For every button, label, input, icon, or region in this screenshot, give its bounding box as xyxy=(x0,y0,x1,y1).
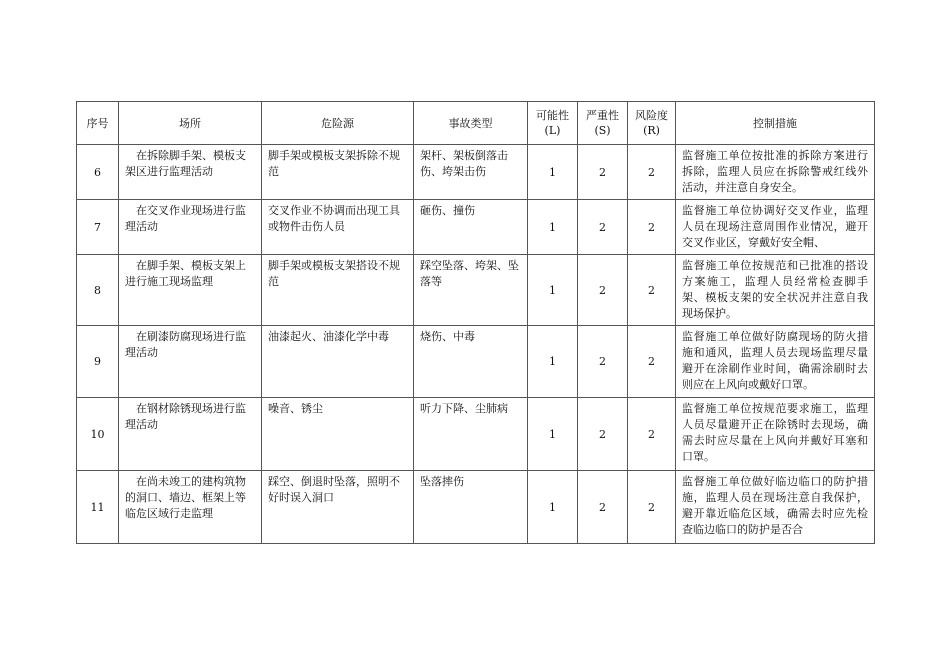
row-severity: 2 xyxy=(578,471,628,544)
row-risk: 2 xyxy=(628,398,676,471)
header-possibility xyxy=(528,102,578,145)
row-seq: 9 xyxy=(77,326,119,398)
row-hazard: 踩空、倒退时坠落，照明不好时误入洞口 xyxy=(262,471,414,544)
row-seq: 10 xyxy=(77,398,119,471)
row-severity: 2 xyxy=(578,200,628,255)
row-control xyxy=(676,255,875,326)
header-risk-label: 风险度 xyxy=(635,109,668,122)
table-row xyxy=(77,200,875,255)
row-control-text: 监督施工单位做好防腐现场的防火措施和通风，监理人员去现场监理尽量避开在涂刷作业时间，确需涂刷时去则应在上风向或戴好口罩。 xyxy=(682,330,868,391)
row-risk: 2 xyxy=(628,145,676,200)
row-possibility: 1 xyxy=(528,326,578,398)
row-control-text: 监督施工单位按规范和已批准的搭设方案施工，监理人员经常检查脚手架、模板支架的安全状况并注意自我现场保护。 xyxy=(682,259,868,320)
row-severity: 2 xyxy=(578,398,628,471)
row-control-text: 监督施工单位按批准的拆除方案进行拆除，监理人员应在拆除警戒红线外活动，并注意自身安全。 xyxy=(682,149,868,194)
header-severity xyxy=(578,102,628,145)
row-seq: 7 xyxy=(77,200,119,255)
row-control-text: 监督施工单位按规范要求施工，监理人员尽量避开正在除锈时去现场，确需去时应尽量在上风向并戴好耳塞和口罩。 xyxy=(682,402,868,463)
table-row xyxy=(77,145,875,200)
header-place: 场所 xyxy=(119,102,262,145)
row-control xyxy=(676,200,875,255)
row-accident: 踩空坠落、垮架、坠落等 xyxy=(414,255,528,326)
row-control xyxy=(676,398,875,471)
row-possibility: 1 xyxy=(528,200,578,255)
header-control: 控制措施 xyxy=(676,102,875,145)
row-place: 在拆除脚手架、模板支架区进行监理活动 xyxy=(119,145,262,200)
row-risk: 2 xyxy=(628,326,676,398)
header-risk xyxy=(628,102,676,145)
row-seq: 6 xyxy=(77,145,119,200)
row-severity: 2 xyxy=(578,326,628,398)
row-possibility: 1 xyxy=(528,471,578,544)
row-risk: 2 xyxy=(628,255,676,326)
row-place: 在交叉作业现场进行监理活动 xyxy=(119,200,262,255)
header-possibility-code: (L) xyxy=(544,124,561,137)
table-row xyxy=(77,255,875,326)
row-severity: 2 xyxy=(578,255,628,326)
table-row xyxy=(77,398,875,471)
row-accident: 听力下降、尘肺病 xyxy=(414,398,528,471)
row-seq: 11 xyxy=(77,471,119,544)
row-hazard: 交叉作业不协调而出现工具或物件击伤人员 xyxy=(262,200,414,255)
row-risk: 2 xyxy=(628,200,676,255)
row-accident: 烧伤、中毒 xyxy=(414,326,528,398)
row-hazard: 噪音、锈尘 xyxy=(262,398,414,471)
row-place: 在尚未竣工的建构筑物的洞口、墙边、框架上等临危区域行走监理 xyxy=(119,471,262,544)
row-hazard: 脚手架或模板支架搭设不规范 xyxy=(262,255,414,326)
row-control-text: 监督施工单位做好临边临口的防护措施，监理人员在现场注意自我保护，避开靠近临危区域，确需去时应先检查临边临口的防护是否合 xyxy=(682,475,868,536)
row-severity: 2 xyxy=(578,145,628,200)
row-accident: 砸伤、撞伤 xyxy=(414,200,528,255)
row-control-text: 监督施工单位协调好交叉作业，监理人员在现场注意周围作业情况，避开交叉作业区，穿戴好安全帽、 xyxy=(682,204,868,249)
row-possibility: 1 xyxy=(528,398,578,471)
row-accident: 架杆、架板倒落击伤、垮架击伤 xyxy=(414,145,528,200)
header-hazard: 危险源 xyxy=(262,102,414,145)
header-possibility-label: 可能性 xyxy=(536,109,569,122)
risk-control-table xyxy=(76,101,875,544)
header-severity-code: (S) xyxy=(594,124,611,137)
row-place: 在刷漆防腐现场进行监理活动 xyxy=(119,326,262,398)
row-place: 在钢材除锈现场进行监理活动 xyxy=(119,398,262,471)
row-possibility: 1 xyxy=(528,255,578,326)
header-seq: 序号 xyxy=(77,102,119,145)
header-severity-label: 严重性 xyxy=(586,109,619,122)
row-place: 在脚手架、模板支架上进行施工现场监理 xyxy=(119,255,262,326)
row-accident: 坠落摔伤 xyxy=(414,471,528,544)
header-accident: 事故类型 xyxy=(414,102,528,145)
row-seq: 8 xyxy=(77,255,119,326)
row-possibility: 1 xyxy=(528,145,578,200)
row-risk: 2 xyxy=(628,471,676,544)
row-hazard: 油漆起火、油漆化学中毒 xyxy=(262,326,414,398)
row-control xyxy=(676,326,875,398)
row-control xyxy=(676,145,875,200)
header-row xyxy=(77,102,875,145)
header-risk-code: (R) xyxy=(643,124,660,137)
row-control xyxy=(676,471,875,544)
table-row xyxy=(77,471,875,544)
row-hazard: 脚手架或模板支架拆除不规范 xyxy=(262,145,414,200)
table-row xyxy=(77,326,875,398)
